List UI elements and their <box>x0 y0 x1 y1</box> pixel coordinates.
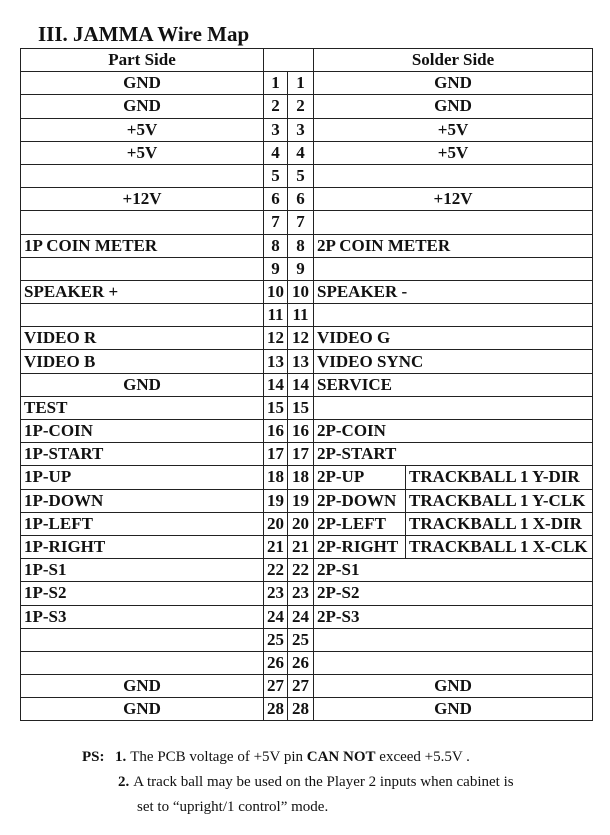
solder-pin-number: 21 <box>288 535 314 558</box>
solder-side-cell: 2P-START <box>314 443 593 466</box>
solder-side-cell <box>314 396 593 419</box>
note-1-text <box>130 745 470 770</box>
solder-side-cell: 2P-UP <box>314 466 406 489</box>
trackball-cell <box>406 535 593 558</box>
solder-side-cell <box>314 651 593 674</box>
solder-pin-number: 7 <box>288 211 314 234</box>
jamma-wire-map-table <box>20 48 593 721</box>
solder-pin-number: 16 <box>288 420 314 443</box>
table-row <box>21 95 593 118</box>
table-header-row <box>21 49 593 72</box>
part-side-cell <box>21 211 264 234</box>
solder-pin-number: 3 <box>288 118 314 141</box>
solder-pin-number: 15 <box>288 396 314 419</box>
solder-pin-number: 19 <box>288 489 314 512</box>
part-pin-number: 19 <box>264 489 288 512</box>
table-row <box>21 605 593 628</box>
part-side-cell: 1P COIN METER <box>21 234 264 257</box>
table-row <box>21 350 593 373</box>
notes <box>82 745 592 820</box>
solder-side-cell: 2P-DOWN <box>314 489 406 512</box>
part-side-cell: GND <box>21 72 264 95</box>
pin-header <box>264 49 314 72</box>
table-row <box>21 535 593 558</box>
part-side-cell <box>21 651 264 674</box>
solder-side-cell: 2P-S3 <box>314 605 593 628</box>
solder-side-header: Solder Side <box>314 49 593 72</box>
solder-side-cell: 2P-S2 <box>314 582 593 605</box>
solder-side-cell: 2P-COIN <box>314 420 593 443</box>
solder-pin-number: 2 <box>288 95 314 118</box>
solder-side-cell <box>314 304 593 327</box>
part-side-cell: 1P-S2 <box>21 582 264 605</box>
table-row <box>21 164 593 187</box>
trackball-prefix: TRACKBALL 1 <box>409 490 529 510</box>
part-side-cell <box>21 628 264 651</box>
part-side-cell: +5V <box>21 141 264 164</box>
part-side-cell: 1P-LEFT <box>21 512 264 535</box>
solder-side-cell: 2P-S1 <box>314 559 593 582</box>
part-pin-number: 11 <box>264 304 288 327</box>
part-side-cell: +5V <box>21 118 264 141</box>
solder-side-cell: SPEAKER - <box>314 280 593 303</box>
solder-side-cell <box>314 164 593 187</box>
solder-pin-number: 24 <box>288 605 314 628</box>
table-row <box>21 257 593 280</box>
table-body <box>21 72 593 721</box>
part-side-cell <box>21 257 264 280</box>
trackball-signal: X-CLK <box>532 537 588 557</box>
part-side-header: Part Side <box>21 49 264 72</box>
part-pin-number: 28 <box>264 698 288 721</box>
part-pin-number: 26 <box>264 651 288 674</box>
note-2 <box>82 770 592 795</box>
part-side-cell: 1P-DOWN <box>21 489 264 512</box>
table-row <box>21 118 593 141</box>
part-pin-number: 7 <box>264 211 288 234</box>
solder-pin-number: 28 <box>288 698 314 721</box>
part-side-cell: GND <box>21 373 264 396</box>
part-pin-number: 9 <box>264 257 288 280</box>
part-side-cell: +12V <box>21 188 264 211</box>
part-side-cell: TEST <box>21 396 264 419</box>
solder-pin-number: 23 <box>288 582 314 605</box>
trackball-signal: X-DIR <box>532 513 582 533</box>
trackball-cell <box>406 489 593 512</box>
part-pin-number: 20 <box>264 512 288 535</box>
solder-pin-number: 22 <box>288 559 314 582</box>
solder-side-cell <box>314 257 593 280</box>
solder-side-cell: SERVICE <box>314 373 593 396</box>
table-row <box>21 234 593 257</box>
table-row <box>21 489 593 512</box>
solder-pin-number: 9 <box>288 257 314 280</box>
note-2-continued <box>82 795 592 820</box>
solder-side-cell: VIDEO G <box>314 327 593 350</box>
part-pin-number: 13 <box>264 350 288 373</box>
note-1 <box>82 745 592 770</box>
ps-label: PS: <box>82 749 105 765</box>
table-row <box>21 72 593 95</box>
part-side-cell: VIDEO R <box>21 327 264 350</box>
part-side-cell: GND <box>21 698 264 721</box>
solder-pin-number: 20 <box>288 512 314 535</box>
trackball-prefix: TRACKBALL 1 <box>409 467 529 487</box>
table-row <box>21 188 593 211</box>
part-side-cell: 1P-S3 <box>21 605 264 628</box>
trackball-cell <box>406 466 593 489</box>
part-pin-number: 27 <box>264 675 288 698</box>
part-pin-number: 24 <box>264 605 288 628</box>
solder-side-cell <box>314 628 593 651</box>
solder-side-cell: 2P-RIGHT <box>314 535 406 558</box>
part-side-cell: GND <box>21 675 264 698</box>
solder-side-cell: 2P COIN METER <box>314 234 593 257</box>
solder-pin-number: 12 <box>288 327 314 350</box>
trackball-signal: Y-DIR <box>532 467 580 487</box>
solder-side-cell: +5V <box>314 141 593 164</box>
part-pin-number: 21 <box>264 535 288 558</box>
note-1-text-a: The PCB voltage of +5V pin <box>130 749 304 765</box>
part-pin-number: 8 <box>264 234 288 257</box>
solder-pin-number: 11 <box>288 304 314 327</box>
solder-side-cell: +5V <box>314 118 593 141</box>
note-2-line-1: A track ball may be used on the Player 2 inputs when cabinet is <box>133 774 514 790</box>
table-row <box>21 582 593 605</box>
solder-pin-number: 26 <box>288 651 314 674</box>
table-row <box>21 651 593 674</box>
part-pin-number: 15 <box>264 396 288 419</box>
table-row <box>21 628 593 651</box>
solder-side-cell: VIDEO SYNC <box>314 350 593 373</box>
part-pin-number: 18 <box>264 466 288 489</box>
table-row <box>21 373 593 396</box>
solder-pin-number: 27 <box>288 675 314 698</box>
solder-side-cell: +12V <box>314 188 593 211</box>
solder-side-cell: GND <box>314 72 593 95</box>
table-row <box>21 211 593 234</box>
note-2-line-2: set to “upright/1 control” mode. <box>137 799 329 815</box>
part-pin-number: 12 <box>264 327 288 350</box>
table-row <box>21 512 593 535</box>
solder-pin-number: 25 <box>288 628 314 651</box>
part-pin-number: 17 <box>264 443 288 466</box>
part-pin-number: 14 <box>264 373 288 396</box>
solder-pin-number: 5 <box>288 164 314 187</box>
solder-pin-number: 4 <box>288 141 314 164</box>
solder-pin-number: 10 <box>288 280 314 303</box>
part-side-cell: SPEAKER + <box>21 280 264 303</box>
table-row <box>21 141 593 164</box>
part-pin-number: 10 <box>264 280 288 303</box>
trackball-cell <box>406 512 593 535</box>
trackball-signal: Y-CLK <box>532 490 586 510</box>
table-row <box>21 466 593 489</box>
table-row <box>21 698 593 721</box>
part-side-cell: GND <box>21 95 264 118</box>
part-pin-number: 22 <box>264 559 288 582</box>
table-row <box>21 559 593 582</box>
solder-pin-number: 14 <box>288 373 314 396</box>
part-pin-number: 6 <box>264 188 288 211</box>
part-side-cell <box>21 164 264 187</box>
trackball-prefix: TRACKBALL 1 <box>409 537 529 557</box>
note-1-number: 1. <box>115 749 127 765</box>
part-side-cell: VIDEO B <box>21 350 264 373</box>
solder-pin-number: 13 <box>288 350 314 373</box>
part-pin-number: 5 <box>264 164 288 187</box>
solder-pin-number: 6 <box>288 188 314 211</box>
part-side-cell: 1P-S1 <box>21 559 264 582</box>
table-row <box>21 396 593 419</box>
table-row <box>21 304 593 327</box>
part-side-cell: 1P-COIN <box>21 420 264 443</box>
solder-side-cell <box>314 211 593 234</box>
note-1-text-c: exceed +5.5V . <box>379 749 470 765</box>
part-pin-number: 16 <box>264 420 288 443</box>
solder-pin-number: 18 <box>288 466 314 489</box>
solder-side-cell: GND <box>314 95 593 118</box>
part-side-cell: 1P-UP <box>21 466 264 489</box>
part-pin-number: 1 <box>264 72 288 95</box>
part-side-cell <box>21 304 264 327</box>
part-pin-number: 3 <box>264 118 288 141</box>
table-row <box>21 443 593 466</box>
solder-side-cell: GND <box>314 698 593 721</box>
page-title: III. JAMMA Wire Map <box>38 22 250 46</box>
part-pin-number: 4 <box>264 141 288 164</box>
trackball-prefix: TRACKBALL 1 <box>409 513 529 533</box>
solder-pin-number: 1 <box>288 72 314 95</box>
note-1-emphasis: CAN NOT <box>306 749 376 765</box>
table-row <box>21 420 593 443</box>
note-2-number: 2. <box>118 774 130 790</box>
solder-pin-number: 8 <box>288 234 314 257</box>
part-pin-number: 25 <box>264 628 288 651</box>
part-side-cell: 1P-START <box>21 443 264 466</box>
solder-side-cell: 2P-LEFT <box>314 512 406 535</box>
part-pin-number: 23 <box>264 582 288 605</box>
table-row <box>21 675 593 698</box>
part-pin-number: 2 <box>264 95 288 118</box>
table-row <box>21 280 593 303</box>
table-row <box>21 327 593 350</box>
solder-pin-number: 17 <box>288 443 314 466</box>
solder-side-cell: GND <box>314 675 593 698</box>
part-side-cell: 1P-RIGHT <box>21 535 264 558</box>
